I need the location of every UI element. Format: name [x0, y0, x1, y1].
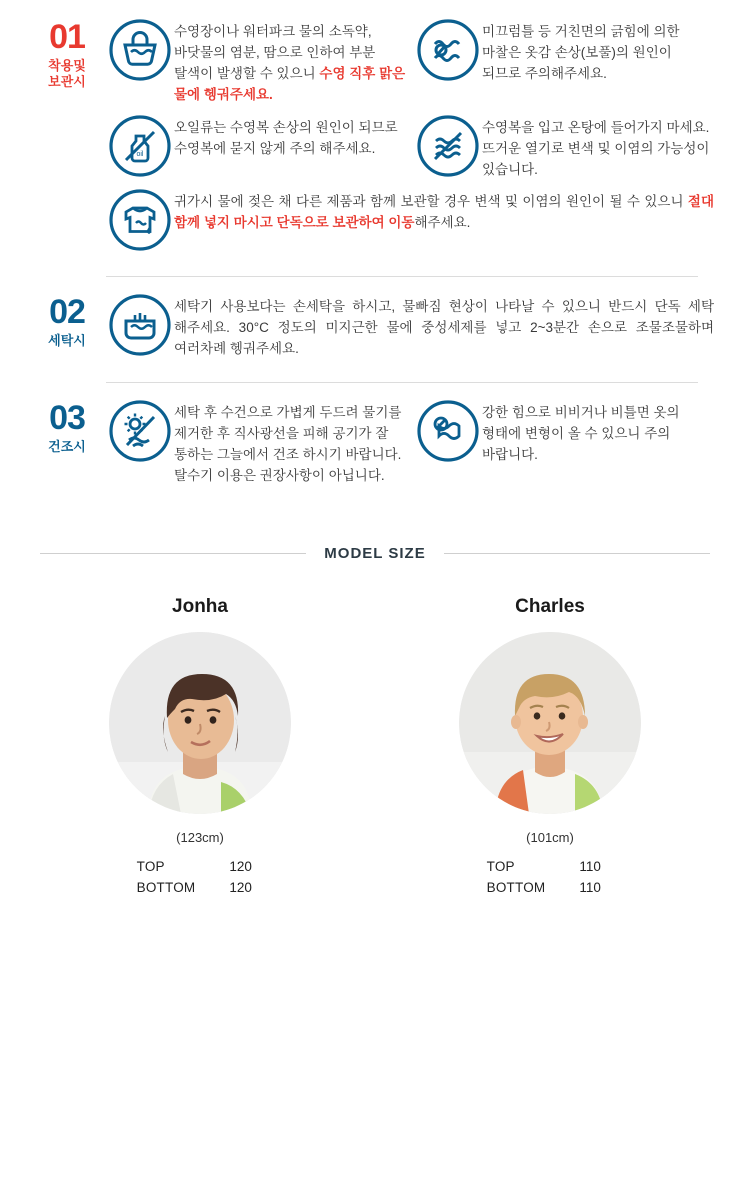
care-row [106, 397, 722, 493]
care-number-label: 세탁시 [48, 333, 86, 349]
care-item-text: 세탁기 사용보다는 손세탁을 하시고, 물빠짐 현상이 나타날 수 있으니 반드시 단독 세탁 해주세요. 30°C 정도의 미지근한 물에 중성세제를 넣고 2~3분간 손으로 조물조물하며 여러차례 헹궈주세요. [174, 299, 714, 357]
care-section-number-01 [28, 16, 106, 91]
svg-text:oil: oil [136, 150, 144, 158]
care-block-02 [28, 291, 722, 366]
model-name: Charles [515, 595, 585, 617]
model-card-charles [400, 596, 700, 899]
care-item-text: 귀가시 물에 젖은 채 다른 제품과 함께 보관할 경우 변색 및 이염의 원인이 될 수 있으니 절대 함께 넣지 마시고 단독으로 보관하여 이동해주세요. [174, 194, 714, 231]
table-row [137, 878, 264, 899]
size-key: TOP [136, 858, 165, 874]
table-row [487, 857, 614, 878]
no-wring-icon [414, 397, 482, 465]
rough-surface-icon [414, 16, 482, 84]
model-size-table-jonha [137, 857, 264, 899]
care-item-oil [106, 112, 414, 187]
care-row [106, 16, 722, 112]
care-item-text: 수영장이나 워터파크 물의 소독약, 바닷물의 염분, 땀으로 인하여 부분 탈색이 발생할 수 있으니 수영 직후 맑은 물에 헹궈주세요. [174, 24, 406, 102]
model-photo-jonha [109, 632, 291, 814]
washtub-icon [106, 16, 174, 84]
size-value: 120 [229, 879, 252, 895]
care-item-pool-water [106, 16, 414, 112]
care-items-02 [106, 291, 722, 366]
size-value: 110 [579, 879, 601, 895]
size-value: 120 [229, 858, 252, 874]
care-item-hand-wash [106, 291, 722, 366]
size-key: BOTTOM [136, 879, 196, 895]
care-item-text: 수영복을 입고 온탕에 들어가지 마세요. 뜨거운 열기로 변색 및 이염의 가능성이 있습니다. [482, 119, 710, 177]
care-item-dry [106, 397, 414, 493]
care-item-rough-surface [414, 16, 722, 112]
table-row [487, 878, 614, 899]
table-row [137, 857, 264, 878]
no-tumble-dry-icon [106, 397, 174, 465]
model-height: (123cm) [176, 829, 224, 845]
section-divider [106, 382, 698, 383]
care-item-hot-water [414, 112, 722, 187]
care-instructions-section [0, 0, 750, 493]
care-item-wet-storage [106, 186, 722, 260]
model-name: Jonha [172, 595, 228, 617]
model-size-header [40, 545, 710, 562]
header-line-left [40, 553, 306, 554]
care-number-label: 착용및 보관시 [48, 58, 86, 90]
hand-wash-icon [106, 291, 174, 359]
care-number-text: 03 [49, 399, 85, 438]
model-photo-charles [459, 632, 641, 814]
care-row [106, 186, 722, 260]
model-size-list [0, 596, 750, 899]
size-value: 110 [579, 858, 601, 874]
oil-bottle-icon [106, 112, 174, 180]
model-height: (101cm) [526, 829, 574, 845]
care-item-text: 세탁 후 수건으로 가볍게 두드려 물기를 제거한 후 직사광선을 피해 공기가 잘 통하는 그늘에서 건조 하시기 바랍니다. 탈수기 이용은 권장사항이 아닙니다. [174, 405, 402, 483]
care-section-number-03 [28, 397, 106, 455]
care-block-01 [28, 16, 722, 260]
model-card-jonha [50, 596, 350, 899]
care-item-text: 미끄럼틀 등 거친면의 긁힘에 의한 마찰은 옷감 손상(보풀)의 원인이 되므로 주의해주세요. [482, 24, 680, 81]
header-line-right [444, 553, 710, 554]
care-block-03 [28, 397, 722, 493]
model-size-title: MODEL SIZE [324, 544, 426, 562]
care-items-01 [106, 16, 722, 260]
care-row [106, 112, 722, 187]
size-key: TOP [486, 858, 515, 874]
care-number-label: 건조시 [48, 439, 86, 455]
model-size-table-charles [487, 857, 614, 899]
care-items-03 [106, 397, 722, 493]
care-item-text: 오일류는 수영복 손상의 원인이 되므로 수영복에 묻지 않게 주의 해주세요. [174, 119, 398, 156]
hot-spring-icon [414, 112, 482, 180]
care-item-text: 강한 힘으로 비비거나 비틀면 옷의 형태에 변형이 올 수 있으니 주의 바랍니다. [482, 405, 680, 463]
wet-garment-icon [106, 186, 174, 254]
care-item-no-wring [414, 397, 722, 493]
care-number-text: 01 [49, 18, 85, 56]
care-section-number-02 [28, 291, 106, 349]
size-key: BOTTOM [486, 879, 546, 895]
section-divider [106, 276, 698, 277]
care-number-text: 02 [49, 293, 85, 332]
